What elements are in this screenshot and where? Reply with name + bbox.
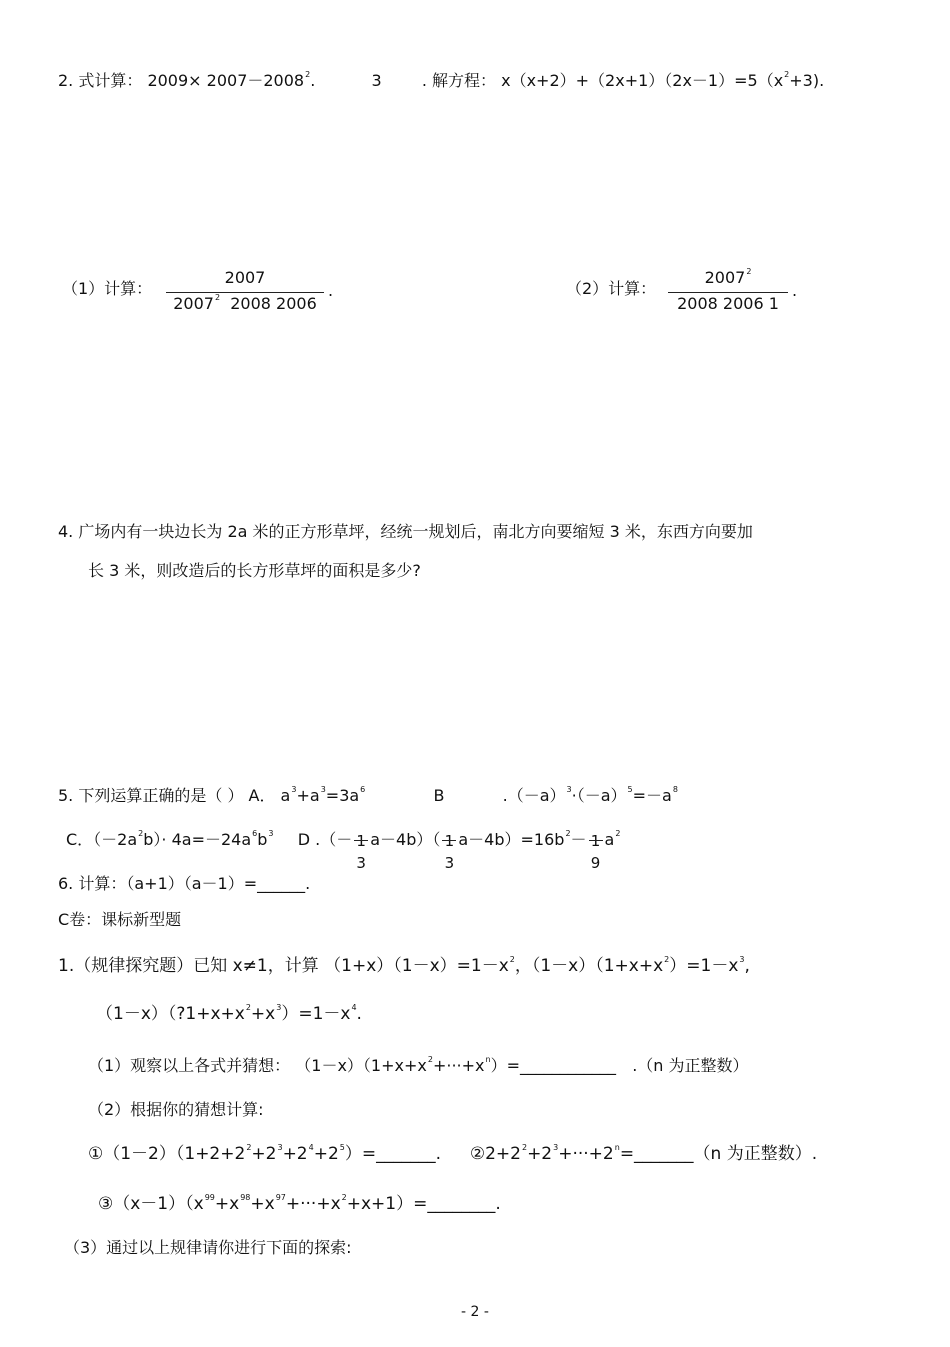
c-question-1-part-2: （2）根据你的猜想计算: — [88, 1100, 264, 1119]
question-5: 5. 下列运算正确的是（ ） A． $a^3+a^3=3a^6$ B $.(-a)^3\cdot(-a)^5=-a^8$ — [58, 785, 678, 805]
fraction-bar — [166, 292, 324, 293]
option-b-label: B — [433, 786, 445, 805]
question-2-number: 2. — [58, 71, 74, 90]
calc-2-denominator: 2008 2006 1 — [677, 294, 779, 313]
c-question-1-part-3: （3）通过以上规律请你进行下面的探索: — [64, 1238, 352, 1257]
section-c-title: C卷：课标新型题 — [58, 910, 182, 929]
calc-2-fraction — [668, 268, 788, 318]
calc-1-tail: . — [328, 281, 334, 300]
calc-1-label: （1）计算： — [62, 279, 153, 298]
c-question-1-part-2-items: $①(1-2)(1+2+2^2+2^3+2^4+2^5)=\_\_\_\_\_\_\_$. $②2+2^2+2^3+\cdot\cdot\cdot+2^n=\_\_\_\_\_\_\_(n$ 为正整数）. — [88, 1143, 818, 1164]
c-question-1-part-1: （1）观察以上各式并猜想： $(1-x)(1+x+x^2+\cdot\cdot\cdot+x^n)=\_\_\_\_\_\_\_\_\_\_\_\_$ .（n 为正整数） — [88, 1055, 749, 1075]
calc-2-tail: . — [792, 281, 798, 300]
calc-2-numerator: 2007$^2$ — [704, 267, 752, 287]
question-4-line-2: 长 3 米，则改造后的长方形草坪的面积是多少? — [88, 561, 421, 580]
option-d-label: D — [297, 830, 311, 849]
fraction-one-ninth: 1 9 — [589, 819, 603, 863]
c-question-1-line-2: $(1-x)(?1+x+x^2+x^3)=1-x^4$. — [96, 1003, 362, 1024]
fraction-one-third: 1 3 — [442, 819, 456, 863]
calc-1-fraction — [166, 268, 324, 318]
question-5-options-cd: C．$(-2a^2b)\cdot 4a=-24a^6b^3$ D .（－ 1 3 a－4b）（ 1 3 $a-4b)=16b^2-$ 1 9 $a^2$ — [66, 818, 620, 865]
calc-1-numerator: 2007 — [224, 268, 266, 287]
fraction-bar — [668, 292, 788, 293]
page-number: - 2 - — [461, 1304, 489, 1320]
c-question-1: 1.（规律探究题）已知 x≠1，计算 $(1+x)(1-x)=1-x^2$，$(1-x)(1+x+x^2)=1-x^3$, — [58, 955, 750, 976]
question-4-line-1: 4. 广场内有一块边长为 2a 米的正方形草坪，经统一规划后，南北方向要缩短 3 米，东西方向要加 — [58, 522, 753, 541]
answer-blank: ____________ — [520, 1056, 616, 1075]
question-2: 2. 式计算： $2009\times 2007-2008^2$. 3 . 解方程： $x(x+2)+(2x+1)(2x-1)=5(x^2+3)$. — [58, 70, 825, 90]
calc-2-label: （2）计算： — [566, 279, 657, 298]
calc-1-denominator: 2007$^2$ 2008 2006 — [173, 293, 317, 313]
question-6: 6. 计算：（a+1）（a－1）=______. — [58, 874, 311, 893]
c-question-1-part-2-item-3: $③(x-1)(x^{99}+x^{98}+x^{97}+\cdot\cdot\cdot+x^2+x+1)=\_\_\_\_\_\_\_\_$. — [98, 1193, 501, 1214]
fraction-one-third: 1 3 — [354, 819, 368, 863]
